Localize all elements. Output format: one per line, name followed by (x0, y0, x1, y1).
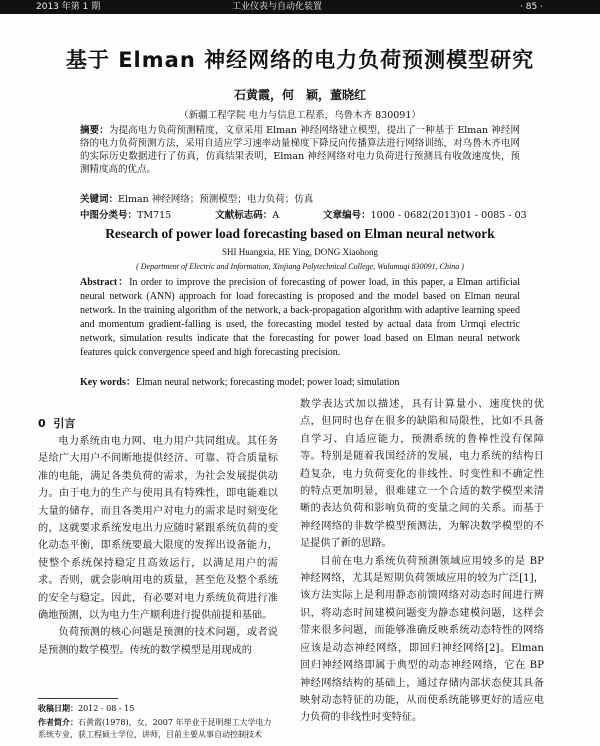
author-list: 石黄霞，何 颖，董晓红 (233, 88, 366, 102)
footnote-received: 收稿日期：2012 - 08 - 15 (38, 704, 135, 713)
paper-title: 基于 Elman 神经网络的电力负荷预测模型研究 (65, 48, 535, 72)
left-column (38, 433, 278, 659)
running-header (0, 0, 600, 14)
paragraph: 电力系统由电力网、电力用户共同组成。其任务是给广大用户不间断地提供经济、可靠、符合质量标准的电能，满足各类负荷的需求，为社会发展提供动力。由于电力的生产与使用具有特殊性，即电能难以大量的储存，而且各类用户对电力的需求是时刻变化的，这就要求系统发电出力应随时紧跟系统负荷的变化动态平衡，即系统要最大限度的发挥出设备能力，使整个系统保持稳定且高效运行，以满足用户的需求。否则，就会影响用电的质量，甚至危及整个系统的安全与稳定。因此，有必要对电力系统负荷进行准确地预测，以为电力生产顺利进行提供前提和基础。 (38, 436, 278, 622)
abstract-label: 摘要： (80, 125, 109, 136)
keywords-chinese (80, 194, 520, 206)
article-number: 文章编号：1000 - 0682(2013)01 - 0085 - 03 (323, 210, 527, 221)
abstract-en-label: Abstract： (80, 277, 130, 288)
abstract-en-text: In order to improve the precision of forecasting of power load, in this paper, a Elman artificial neural network (ANN) approach for load forecasting is proposed and the model based on Elman neural network. In the training algorithm of the network, a back-propagation algorithm with adaptive learning speed and momentum gradient-falling is used, the forecasting model tested by actual data from Urmqi electric network, simulation results indicate that the forecasting for power load based on Elman neural network features quick convergence speed and high forecasting precision. (80, 277, 520, 358)
keywords-text: Elman 神经网络；预测模型；电力负荷；仿真 (118, 194, 314, 205)
english-affiliation: ( Department of Electric and Information, Xinjiang Polytechnical College, Wulumuqi 830091, China ) (136, 262, 464, 271)
keywords-label: 关键词： (80, 194, 119, 205)
issue-label: 2013 年第 1 期 (36, 2, 101, 12)
section-number: 0 (38, 417, 46, 430)
keywords-en-label: Key words： (80, 377, 136, 388)
document-code: 文献标志码：A (215, 210, 280, 221)
footnote-divider (38, 698, 118, 699)
classification-line (80, 210, 527, 222)
abstract-chinese (80, 124, 520, 176)
page-number: · 85 · (520, 2, 543, 12)
author-affiliation: （新疆工程学院 电力与信息工程系，乌鲁木齐 830091） (179, 110, 421, 121)
english-title: Research of power load forecasting based on Elman neural network (105, 226, 495, 241)
clc-number: 中图分类号：TM715 (80, 210, 172, 221)
abstract-text: 为提高电力负荷预测精度，文章采用 Elman 神经网络建立模型，提出了一种基于 Elman 神经网络的电力负荷预测方法，采用自适应学习速率动量梯度下降反向传播算法进行网络训练，对乌鲁木齐电网的实际历史数据进行了仿真，仿真结果表明，Elman 神经网络对电力负荷进行预测具有收敛速度快，预测精度高的优点。 (80, 125, 520, 175)
section-heading (38, 415, 75, 431)
keywords-en-text: Elman neural network; forecasting model; power load; simulation (135, 377, 400, 388)
english-authors: SHI Huangxia, HE Ying, DONG Xiaohong (222, 247, 378, 257)
journal-name: 工业仪表与自动化装置 (232, 2, 323, 12)
footnote-author-bio: 作者简介：石黄霞(1978)，女，2007 年毕业于昆明理工大学电力系统专业，获工程硕士学位，讲师，目前主要从事自动控制技术 (38, 718, 272, 739)
keywords-english (80, 376, 520, 389)
abstract-english (80, 276, 520, 360)
paragraph: 目前在电力系统负荷预测领域应用较多的是 BP 神经网络，尤其是短期负荷领域应用的较为广泛[1]，该方法实际上是利用静态前馈网络对动态时间进行辨识，将动态时间建模问题变为静态建模问题，这样会带来很多问题，而能够准确反映系统动态特性的网络应该是动态神经网络，即回归神经网络[2]。Elman 回归神经网络即属于典型的动态神经网络，它在 BP 神经网络结构的基础上，通过存储内部状态使其具备映射动态特征的功能，从而使系统能够更好的适应电力负荷的非线性时变特征。 (300, 555, 544, 724)
paragraph: 负荷预测的核心问题是预测的技术问题，或者说是预测的数学模型。传统的数学模型是用现成的 (38, 627, 278, 656)
section-title: 引言 (53, 417, 76, 430)
right-column (300, 396, 544, 727)
paragraph-continued: 数学表达式加以描述，具有计算量小、速度快的优点，但同时也存在很多的缺陷和局限性，比如不具备自学习、自适应能力，预测系统的鲁棒性没有保障等。特别是随着我国经济的发展，电力系统的结构日趋复杂，电力负荷变化的非线性、时变性和不确定性的特点更加明显，很难建立一个合适的数学模型来清晰的表达负荷和影响负荷的变量之间的关系。而基于神经网络的非数学模型预测法，为解决数学模型的不足提供了新的思路。 (300, 399, 544, 550)
